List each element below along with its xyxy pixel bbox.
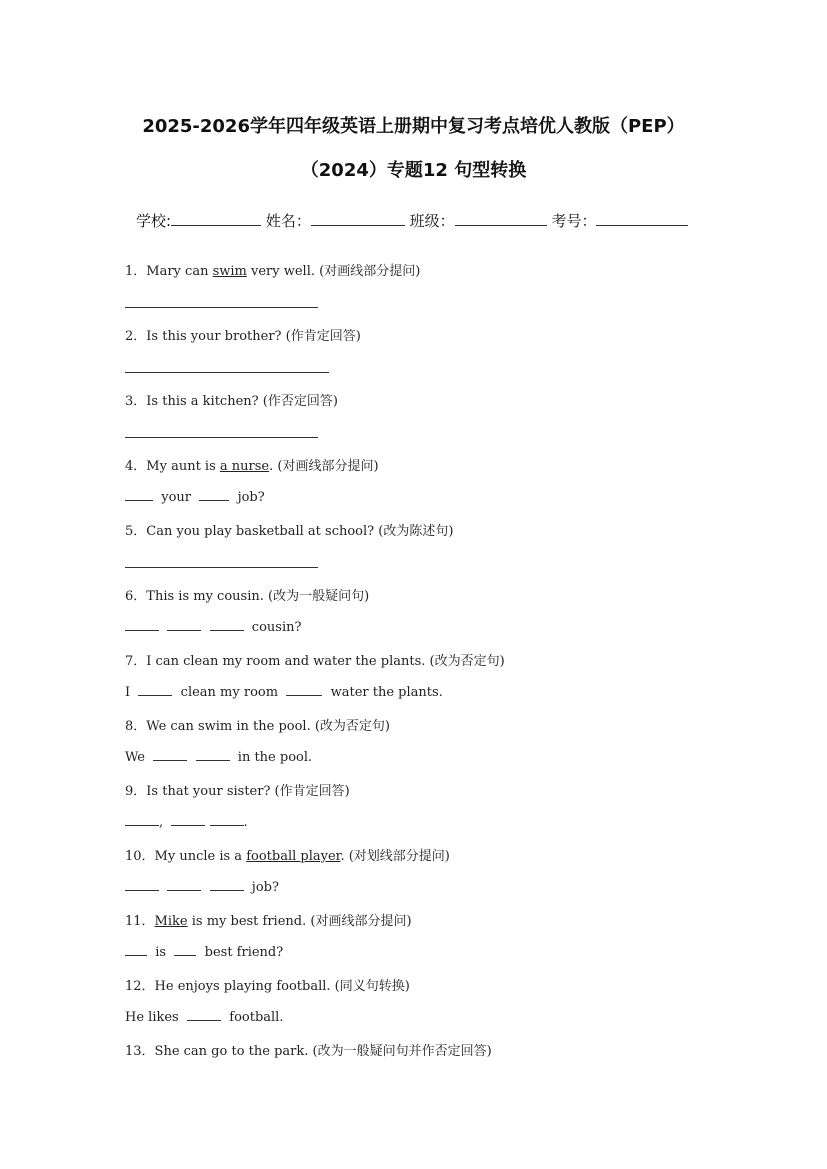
answer-punctuation: . (243, 815, 248, 830)
question-number: 5． (125, 524, 147, 539)
question-text: Is this your brother? (作肯定回答) (146, 329, 361, 344)
answer-line-5[interactable] (125, 567, 318, 568)
question-3 (125, 390, 338, 409)
name-label: 姓名： (265, 212, 311, 230)
answer-text: cousin? (251, 620, 302, 635)
question-number: 10． (125, 849, 155, 864)
question-1 (125, 260, 420, 279)
class-label: 班级： (409, 212, 455, 230)
question-number: 11． (125, 914, 155, 929)
answer-line-2[interactable] (125, 372, 329, 373)
question-text: Mary can (146, 264, 213, 279)
fill-blank[interactable] (153, 748, 187, 761)
answer-7 (125, 683, 443, 700)
underlined-text: swim (212, 264, 247, 279)
answer-line-1[interactable] (125, 307, 318, 308)
fill-blank[interactable] (174, 943, 196, 956)
question-text: He enjoys playing football. (同义句转换) (154, 979, 410, 994)
question-7 (125, 650, 505, 669)
school-label: 学校: (136, 212, 172, 230)
question-text: . (对划线部分提问) (340, 849, 450, 864)
exam-number-label: 考号： (551, 212, 597, 230)
page-title-line-2: （2024）专题12 句型转换 (300, 160, 527, 181)
question-number: 6． (125, 589, 147, 604)
name-blank[interactable] (311, 211, 405, 226)
question-text: This is my cousin. (改为一般疑问句) (146, 589, 370, 604)
answer-text: in the pool. (237, 750, 313, 765)
question-9 (125, 780, 350, 799)
page-title-line-1: 2025-2026学年四年级英语上册期中复习考点培优人教版（PEP） (142, 116, 685, 137)
question-number: 12． (125, 979, 155, 994)
answer-text: He likes (125, 1010, 179, 1025)
fill-blank[interactable] (187, 1008, 221, 1021)
question-11 (125, 910, 412, 929)
fill-blank[interactable] (125, 618, 159, 631)
answer-text: football. (229, 1010, 284, 1025)
answer-4 (125, 488, 265, 505)
question-12 (125, 975, 410, 994)
question-number: 2． (125, 329, 147, 344)
fill-blank[interactable] (125, 878, 159, 891)
fill-blank[interactable] (125, 488, 153, 501)
answer-text: your (161, 490, 192, 505)
fill-blank[interactable] (125, 813, 159, 826)
question-number: 3． (125, 394, 147, 409)
question-number: 13． (125, 1044, 155, 1059)
underlined-text: football player (246, 849, 341, 864)
question-number: 8． (125, 719, 147, 734)
fill-blank[interactable] (167, 878, 201, 891)
question-text: Is this a kitchen? (作否定回答) (146, 394, 338, 409)
question-number: 7． (125, 654, 147, 669)
answer-text: We (125, 750, 145, 765)
school-blank[interactable] (171, 211, 261, 226)
question-text: very well. (对画线部分提问) (246, 264, 421, 279)
fill-blank[interactable] (210, 878, 244, 891)
exam-number-blank[interactable] (596, 211, 688, 226)
question-text: We can swim in the pool. (改为否定句) (146, 719, 390, 734)
answer-text: is (155, 945, 167, 960)
question-text: . (对画线部分提问) (269, 459, 379, 474)
answer-text: water the plants. (330, 685, 443, 700)
answer-12 (125, 1008, 283, 1025)
fill-blank[interactable] (171, 813, 205, 826)
answer-text: I (125, 685, 131, 700)
question-13 (125, 1040, 492, 1059)
question-number: 1． (125, 264, 147, 279)
answer-text: job? (251, 880, 279, 895)
fill-blank[interactable] (138, 683, 172, 696)
fill-blank[interactable] (196, 748, 230, 761)
answer-10 (125, 878, 279, 895)
question-6 (125, 585, 369, 604)
question-text: My aunt is (146, 459, 220, 474)
answer-text: best friend? (204, 945, 284, 960)
answer-text: job? (237, 490, 265, 505)
question-text: is my best friend. (对画线部分提问) (187, 914, 412, 929)
fill-blank[interactable] (286, 683, 322, 696)
fill-blank[interactable] (210, 618, 244, 631)
question-number: 4． (125, 459, 147, 474)
class-blank[interactable] (455, 211, 547, 226)
answer-text: clean my room (180, 685, 279, 700)
answer-punctuation: , (159, 815, 164, 830)
answer-line-3[interactable] (125, 437, 318, 438)
question-text: Is that your sister? (作肯定回答) (146, 784, 350, 799)
question-text: She can go to the park. (改为一般疑问句并作否定回答) (154, 1044, 492, 1059)
student-info-row (136, 210, 688, 231)
fill-blank[interactable] (125, 943, 147, 956)
answer-8 (125, 748, 312, 765)
fill-blank[interactable] (210, 813, 244, 826)
fill-blank[interactable] (199, 488, 229, 501)
question-text: Can you play basketball at school? (改为陈述句) (146, 524, 454, 539)
answer-9 (125, 813, 248, 830)
answer-11 (125, 943, 283, 960)
question-8 (125, 715, 390, 734)
question-10 (125, 845, 450, 864)
question-number: 9． (125, 784, 147, 799)
fill-blank[interactable] (167, 618, 201, 631)
question-4 (125, 455, 379, 474)
underlined-text: Mike (154, 914, 188, 929)
question-text: I can clean my room and water the plants. (改为否定句) (146, 654, 505, 669)
underlined-text: a nurse (219, 459, 270, 474)
answer-6 (125, 618, 301, 635)
question-text: My uncle is a (154, 849, 247, 864)
question-2 (125, 325, 361, 344)
question-5 (125, 520, 453, 539)
